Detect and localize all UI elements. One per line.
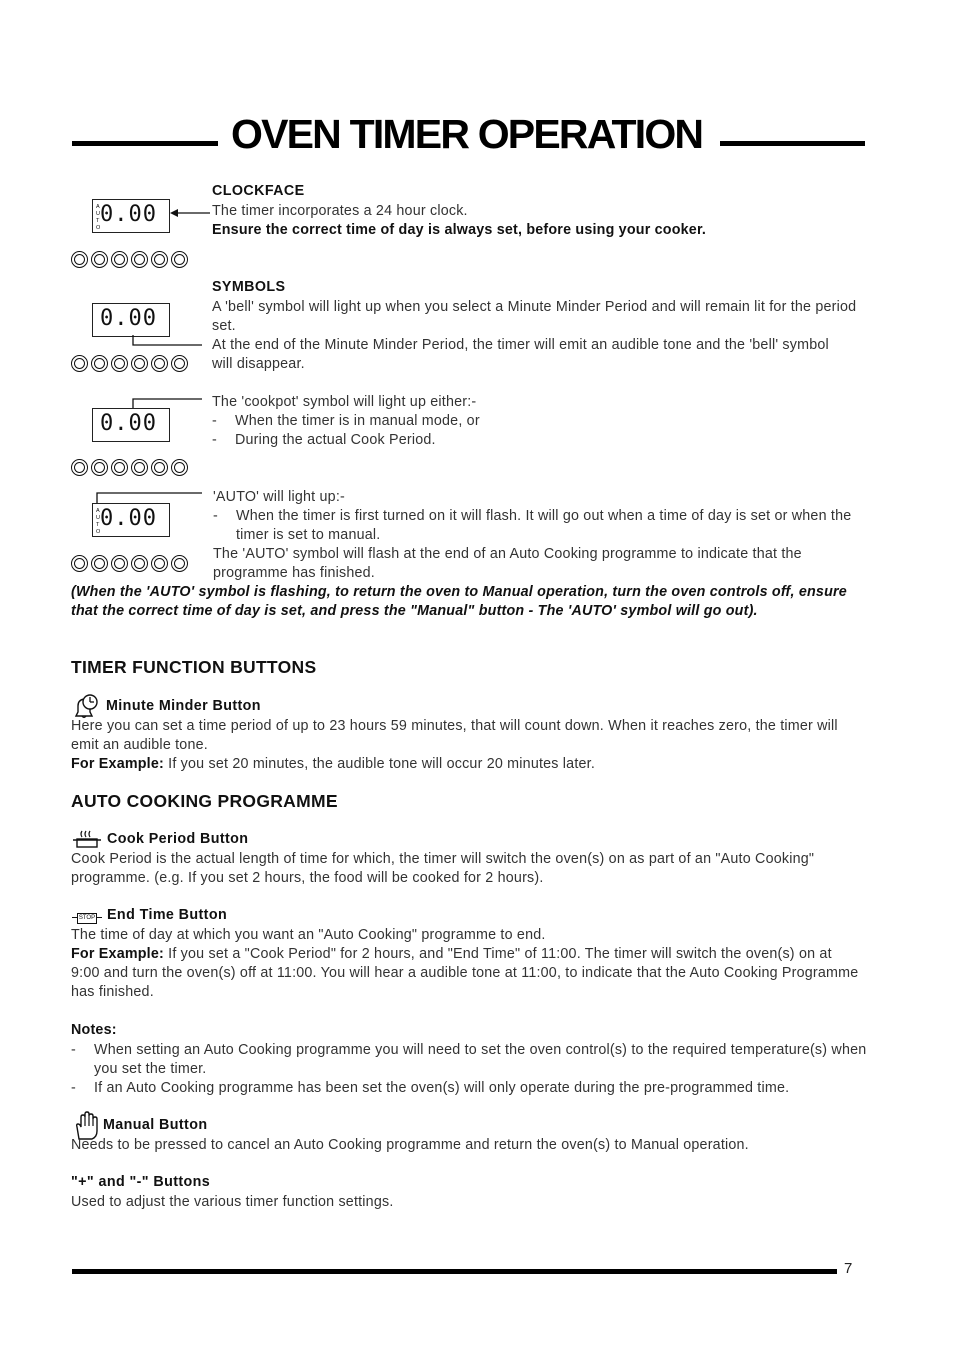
timer-button-row-3	[71, 459, 188, 476]
bell-pointer-line	[130, 335, 210, 355]
list-item: - When the timer is first turned on it will flash. It will go out when a time of day is set or when the timer is set to manual.	[213, 507, 853, 545]
timer-button[interactable]	[151, 459, 168, 476]
minute-minder-example: For Example: If you set 20 minutes, the audible tone will occur 20 minutes later.	[71, 756, 596, 772]
timer-button[interactable]	[131, 355, 148, 372]
cook-period-label: Cook Period Button	[107, 831, 249, 847]
timer-button[interactable]	[91, 459, 108, 476]
timer-buttons-heading: TIMER FUNCTION BUTTONS	[71, 657, 317, 677]
auto-list	[213, 507, 853, 545]
timer-display-3	[92, 408, 170, 442]
auto-note: (When the 'AUTO' symbol is flashing, to return the oven to Manual operation, turn the oven controls off, ensure that the correct time of day is set, and press the "Manual" button - The 'AUTO' symbol will go out).	[71, 584, 847, 619]
auto-indicator: A U T O	[96, 204, 101, 231]
auto-intro: 'AUTO' will light up:-	[213, 489, 345, 505]
timer-button[interactable]	[131, 251, 148, 268]
symbols-bell-text-2: At the end of the Minute Minder Period, the timer will emit an audible tone and the 'bell' symbol will disappear.	[212, 337, 829, 372]
timer-button[interactable]	[71, 355, 88, 372]
manual-text: Needs to be pressed to cancel an Auto Cooking programme and return the oven(s) to Manual operation.	[71, 1137, 749, 1153]
manual-label: Manual Button	[103, 1117, 208, 1133]
timer-button[interactable]	[151, 355, 168, 372]
timer-button[interactable]	[131, 459, 148, 476]
timer-button[interactable]	[111, 459, 128, 476]
clockface-text: The timer incorporates a 24 hour clock.	[212, 203, 468, 219]
display-digits: 0.00	[100, 306, 157, 331]
timer-button[interactable]	[171, 251, 188, 268]
list-item: - If an Auto Cooking programme has been set the oven(s) will only operate during the pre-programmed time.	[71, 1079, 871, 1098]
page-number: 7	[844, 1260, 853, 1277]
notes-heading: Notes:	[71, 1022, 117, 1038]
timer-button[interactable]	[111, 251, 128, 268]
notes-list	[71, 1041, 871, 1098]
clockface-warning: Ensure the correct time of day is always set, before using your cooker.	[212, 222, 707, 238]
timer-button-row-4	[71, 555, 188, 572]
auto-text-2: The 'AUTO' symbol will flash at the end of an Auto Cooking programme to indicate that the programme has finished.	[213, 546, 802, 581]
cookpot-list	[212, 412, 852, 450]
end-time-example: For Example: If you set a "Cook Period" for 2 hours, and "End Time" of 11:00. The timer will switch the oven(s) on at 9:00 and turn the oven(s) off at 11:00. You will hear a audible tone at 11:00, to indicate that the Auto Cooking Programme has finished.	[71, 946, 859, 1000]
symbols-heading: SYMBOLS	[212, 279, 286, 295]
title-rule-left	[72, 141, 218, 146]
timer-button[interactable]	[111, 555, 128, 572]
timer-button[interactable]	[151, 251, 168, 268]
cookpot-icon	[72, 830, 102, 850]
pointer-arrow-icon	[168, 206, 212, 220]
timer-display-2	[92, 303, 170, 337]
timer-button[interactable]	[131, 555, 148, 572]
timer-display-1	[92, 199, 170, 233]
timer-button[interactable]	[71, 555, 88, 572]
page-title: OVEN TIMER OPERATION	[231, 111, 703, 157]
timer-button[interactable]	[91, 555, 108, 572]
cook-period-text: Cook Period is the actual length of time for which, the timer will switch the oven(s) on as part of an "Auto Cooking" programme. (e.g. If you set 2 hours, the food will be cooked for 2 hours).	[71, 851, 815, 886]
display-digits: 0.00	[100, 202, 157, 227]
timer-button[interactable]	[71, 459, 88, 476]
timer-button[interactable]	[111, 355, 128, 372]
list-item: - When the timer is in manual mode, or	[212, 412, 852, 431]
end-time-label: End Time Button	[107, 907, 228, 923]
clockface-heading: CLOCKFACE	[212, 183, 305, 199]
auto-programme-heading: AUTO COOKING PROGRAMME	[71, 791, 338, 811]
timer-display-4	[92, 503, 170, 537]
timer-button[interactable]	[91, 355, 108, 372]
footer-rule	[72, 1269, 837, 1274]
display-digits: 0.00	[100, 411, 157, 436]
list-item: - When setting an Auto Cooking programme you will need to set the oven control(s) to the required temperature(s) when you set the timer.	[71, 1041, 871, 1079]
minute-minder-label: Minute Minder Button	[106, 698, 261, 714]
timer-button-row-2	[71, 355, 188, 372]
end-time-text: The time of day at which you want an "Auto Cooking" programme to end.	[71, 927, 546, 943]
timer-button[interactable]	[171, 555, 188, 572]
timer-button-row-1	[71, 251, 188, 268]
plus-minus-text: Used to adjust the various timer function settings.	[71, 1194, 394, 1210]
timer-button[interactable]	[171, 459, 188, 476]
stop-pot-icon: STOP	[72, 911, 102, 925]
minute-minder-text: Here you can set a time period of up to 23 hours 59 minutes, that will count down. When it reaches zero, the timer will emit an audible tone.	[71, 718, 838, 753]
timer-button[interactable]	[71, 251, 88, 268]
title-rule-right	[720, 141, 865, 146]
timer-button[interactable]	[151, 555, 168, 572]
plus-minus-label: "+" and "-" Buttons	[71, 1174, 211, 1190]
list-item: - During the actual Cook Period.	[212, 431, 852, 450]
auto-indicator: A U T O	[96, 508, 101, 535]
timer-button[interactable]	[91, 251, 108, 268]
timer-button[interactable]	[171, 355, 188, 372]
display-digits: 0.00	[100, 506, 157, 531]
symbols-bell-text-1: A 'bell' symbol will light up when you select a Minute Minder Period and will remain lit for the period set.	[212, 299, 857, 334]
cookpot-intro: The 'cookpot' symbol will light up either:-	[212, 394, 477, 410]
